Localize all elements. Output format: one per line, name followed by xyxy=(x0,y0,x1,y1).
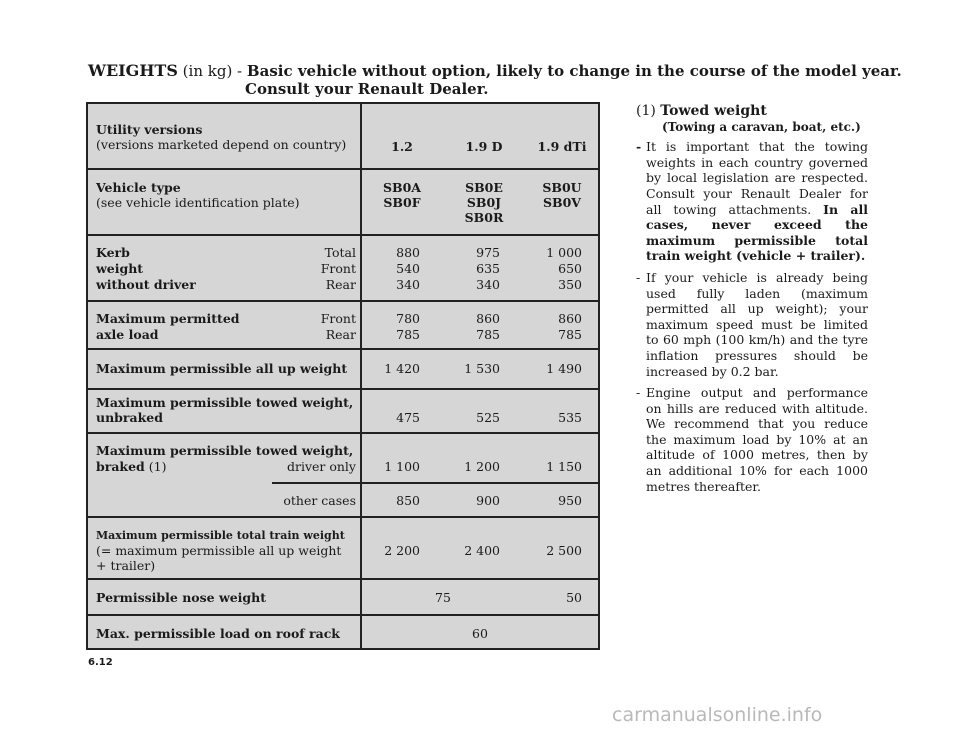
kerb-value: 350 xyxy=(558,277,582,292)
axle-label: axle load xyxy=(96,327,159,342)
vehicle-type-code: SB0U xyxy=(542,180,582,195)
braked-value: 1 100 xyxy=(384,459,420,474)
driver-only-label: driver only xyxy=(286,459,356,474)
kerb-value: 340 xyxy=(396,277,420,292)
note-dash: - xyxy=(636,269,641,285)
note-body: If your vehicle is already being used fully laden (maximum permitted all up weight); your maximum speed must be limited to 60 mph (100 km/h) and the tyre inflation pressures should be increased by 0.2 bar. xyxy=(646,269,868,379)
nose-label: Permissible nose weight xyxy=(96,590,267,605)
vehicle-type-code: SB0J xyxy=(466,195,502,210)
row-divider xyxy=(272,482,598,484)
vehicle-type-code: SB0V xyxy=(543,195,581,210)
vehicle-type-code: SB0F xyxy=(383,195,421,210)
note-item xyxy=(636,139,868,264)
all-up-value: 1 490 xyxy=(546,361,582,376)
axle-value: 785 xyxy=(396,327,420,342)
unbraked-value: 525 xyxy=(476,410,500,425)
note-bold: In all cases, never exceed the maximum permissible total train weight (vehicle + trailer). xyxy=(646,201,868,264)
title-line-2: Consult your Renault Dealer. xyxy=(245,80,489,98)
notes-heading xyxy=(636,104,868,120)
unbraked-label: unbraked xyxy=(96,410,163,425)
kerb-label: weight xyxy=(96,261,144,276)
row-divider xyxy=(88,578,598,580)
axle-value: 785 xyxy=(558,327,582,342)
notes-subheading: (Towing a caravan, boat, etc.) xyxy=(662,119,861,134)
col-divider xyxy=(360,616,362,648)
kerb-sub-label: Total xyxy=(324,245,356,260)
axle-value: 785 xyxy=(476,327,500,342)
roof-value: 60 xyxy=(472,626,488,641)
engine-2: 1.9 D xyxy=(465,139,503,154)
watermark: carmanualsonline.info xyxy=(612,704,823,726)
versions-label: Utility versions xyxy=(96,122,203,137)
kerb-value: 880 xyxy=(396,245,420,260)
unbraked-value: 535 xyxy=(558,410,582,425)
vehicle-type-code: SB0E xyxy=(465,180,503,195)
vehicle-type-label: Vehicle type xyxy=(96,180,181,195)
train-value: 2 500 xyxy=(546,543,582,558)
row-divider xyxy=(88,348,598,350)
unit-label: (in kg) - xyxy=(182,62,243,80)
axle-sub-label: Front xyxy=(320,311,356,326)
weights-table xyxy=(86,102,600,650)
notes-title: Towed weight xyxy=(660,103,767,119)
page-title xyxy=(88,62,908,98)
row-divider xyxy=(88,234,598,236)
notes-ref: (1) xyxy=(636,103,656,119)
row-divider xyxy=(88,300,598,302)
braked-value: 950 xyxy=(558,493,582,508)
train-label: + trailer) xyxy=(96,558,156,573)
nose-value: 50 xyxy=(566,590,582,605)
versions-note: (versions marketed depend on country) xyxy=(96,137,347,152)
engine-1: 1.2 xyxy=(391,139,413,154)
note-dash: - xyxy=(636,385,641,401)
roof-label: Max. permissible load on roof rack xyxy=(96,626,340,641)
kerb-value: 635 xyxy=(476,261,500,276)
unbraked-label: Maximum permissible towed weight, xyxy=(96,395,354,410)
axle-sub-label: Rear xyxy=(325,327,356,342)
all-up-label: Maximum permissible all up weight xyxy=(96,361,348,376)
braked-value: 850 xyxy=(396,493,420,508)
engine-3: 1.9 dTi xyxy=(537,139,587,154)
towed-weight-notes xyxy=(636,104,868,494)
note-body: It is important that the towing weights in each country governed by local legislation are respected. Consult your Renault Dealer for all towing attachments. xyxy=(646,139,868,217)
note-text xyxy=(646,139,868,264)
weights-heading: WEIGHTS xyxy=(88,61,178,80)
train-label: (= maximum permissible all up weight xyxy=(96,543,342,558)
other-cases-label: other cases xyxy=(283,493,356,508)
kerb-label: without driver xyxy=(96,277,196,292)
all-up-value: 1 530 xyxy=(464,361,500,376)
title-line-1: Basic vehicle without option, likely to change in the course of the model year. xyxy=(246,62,902,80)
unbraked-value: 475 xyxy=(396,410,420,425)
all-up-value: 1 420 xyxy=(384,361,420,376)
nose-value: 75 xyxy=(435,590,451,605)
vehicle-type-code: SB0A xyxy=(383,180,421,195)
axle-value: 780 xyxy=(396,311,420,326)
vehicle-type-code: SB0R xyxy=(464,210,504,225)
kerb-value: 1 000 xyxy=(546,245,582,260)
braked-value: 900 xyxy=(476,493,500,508)
braked-label: Maximum permissible towed weight, xyxy=(96,443,354,458)
note-body: Engine output and performance on hills are reduced with altitude. We recommend that you reduce the maximum load by 10% at an altitude of 1000 metres, then by an additional 10% for each 1000 metres thereafter. xyxy=(646,385,868,494)
note-item xyxy=(636,385,868,494)
braked-label xyxy=(96,459,166,475)
train-label: Maximum permissible total train weight xyxy=(96,529,345,542)
braked-value: 1 200 xyxy=(464,459,500,474)
kerb-value: 540 xyxy=(396,261,420,276)
row-divider xyxy=(88,388,598,390)
kerb-value: 975 xyxy=(476,245,500,260)
braked-word: braked xyxy=(96,459,145,474)
note-text xyxy=(646,270,868,379)
note-item xyxy=(636,270,868,379)
row-divider xyxy=(88,168,598,170)
row-divider xyxy=(88,516,598,518)
kerb-value: 340 xyxy=(476,277,500,292)
train-value: 2 200 xyxy=(384,543,420,558)
kerb-label: Kerb xyxy=(96,245,130,260)
axle-label: Maximum permitted xyxy=(96,311,240,326)
note-dash: - xyxy=(636,139,642,155)
axle-value: 860 xyxy=(476,311,500,326)
train-value: 2 400 xyxy=(464,543,500,558)
axle-value: 860 xyxy=(558,311,582,326)
kerb-value: 650 xyxy=(558,261,582,276)
vehicle-type-note: (see vehicle identification plate) xyxy=(96,195,300,210)
row-divider xyxy=(88,432,598,434)
row-divider xyxy=(88,614,598,616)
note-text xyxy=(646,385,868,494)
kerb-sub-label: Rear xyxy=(325,277,356,292)
col-divider xyxy=(360,104,362,614)
kerb-sub-label: Front xyxy=(320,261,356,276)
braked-value: 1 150 xyxy=(546,459,582,474)
footnote-ref: (1) xyxy=(148,459,167,474)
page-number: 6.12 xyxy=(88,657,113,668)
